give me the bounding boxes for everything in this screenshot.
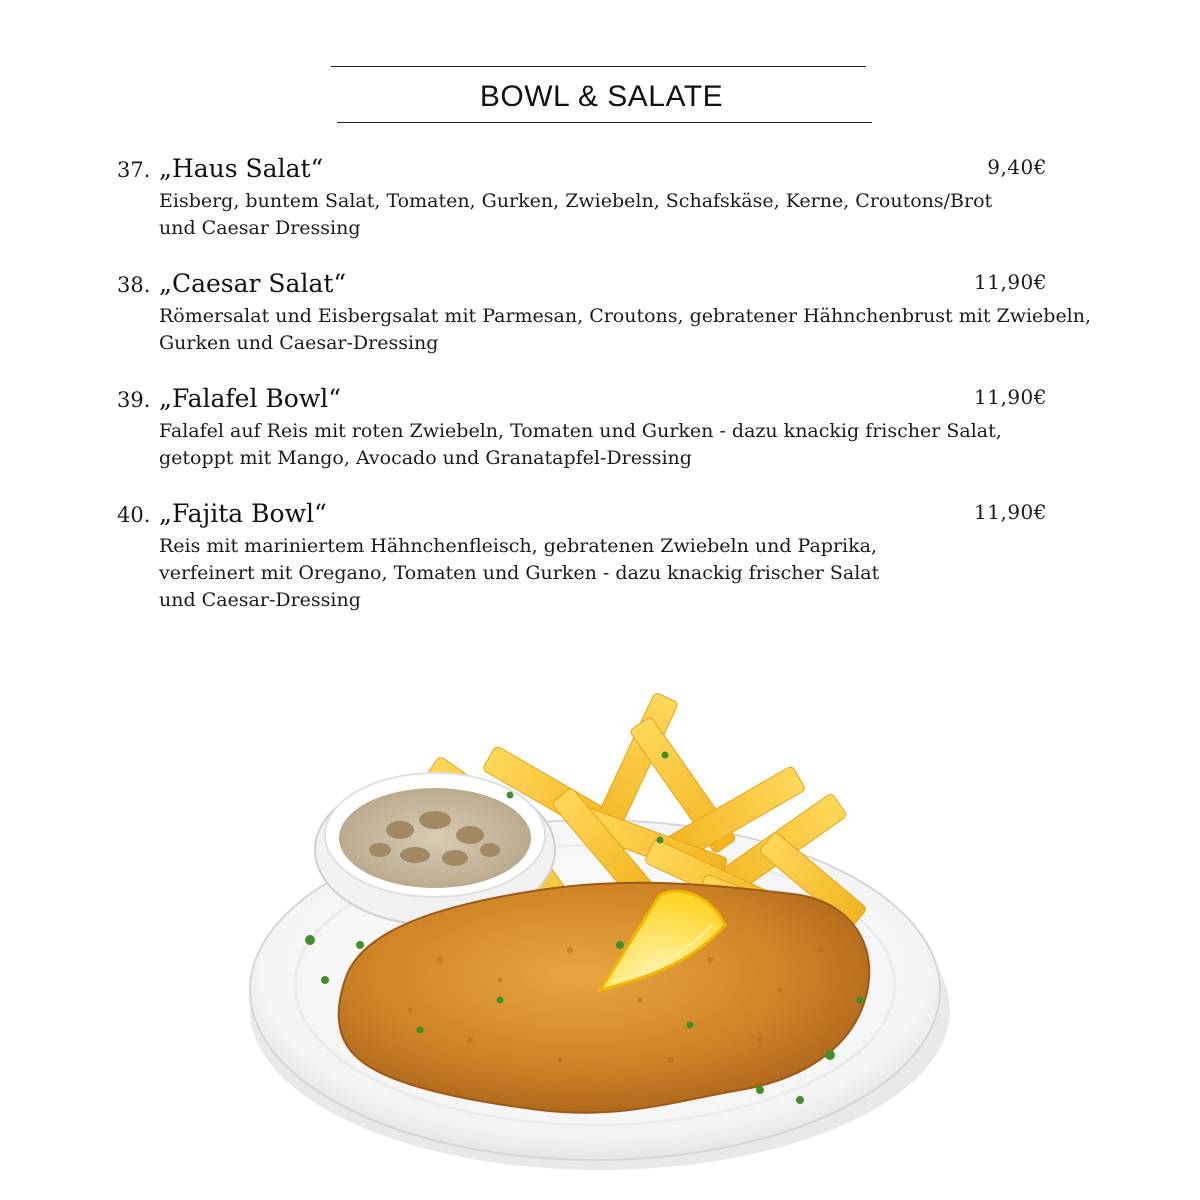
description-line: getoppt mit Mango, Avocado und Granatapfel-Dressing: [159, 447, 692, 469]
menu-item-falafel-bowl: [117, 386, 1047, 472]
item-price: 11,90€: [974, 270, 1047, 294]
description-line: Reis mit mariniertem Hähnchenfleisch, gebratenen Zwiebeln und Paprika,: [159, 535, 877, 557]
item-number: 37.: [117, 158, 151, 182]
item-description: [159, 188, 1047, 242]
item-description: [159, 418, 1047, 472]
item-price: 9,40€: [987, 155, 1047, 179]
description-line: Römersalat und Eisbergsalat mit Parmesan, Croutons, gebratener Hähnchenbrust mit Zwiebeln,: [159, 305, 1092, 327]
item-number: 39.: [117, 388, 151, 412]
description-line: verfeinert mit Oregano, Tomaten und Gurken - dazu knackig frischer Salat: [159, 562, 880, 584]
section-title: BOWL & SALATE: [479, 80, 724, 113]
description-line: Falafel auf Reis mit roten Zwiebeln, Tomaten und Gurken - dazu knackig frischer Salat,: [159, 420, 1002, 442]
item-name: „Caesar Salat“: [159, 269, 347, 298]
description-line: Eisberg, buntem Salat, Tomaten, Gurken, Zwiebeln, Schafskäse, Kerne, Croutons/Brot: [159, 190, 993, 212]
item-name: „Fajita Bowl“: [159, 499, 327, 528]
item-name: „Falafel Bowl“: [159, 384, 341, 413]
item-number: 38.: [117, 273, 151, 297]
item-price: 11,90€: [974, 500, 1047, 524]
title-rule-top: [331, 66, 866, 67]
food-photo-schnitzel: [240, 680, 960, 1180]
menu-item-haus-salat: [117, 156, 1047, 242]
menu-item-caesar-salat: [117, 269, 1092, 357]
description-line: und Caesar-Dressing: [159, 589, 361, 611]
item-description: [159, 303, 1092, 357]
item-number: 40.: [117, 503, 151, 527]
description-line: Gurken und Caesar-Dressing: [159, 332, 439, 354]
item-description: [159, 533, 1047, 614]
title-rule-bottom: [337, 122, 872, 123]
item-price: 11,90€: [974, 385, 1047, 409]
description-line: und Caesar Dressing: [159, 217, 361, 239]
menu-item-fajita-bowl: [117, 501, 1047, 614]
item-name: „Haus Salat“: [159, 154, 324, 183]
